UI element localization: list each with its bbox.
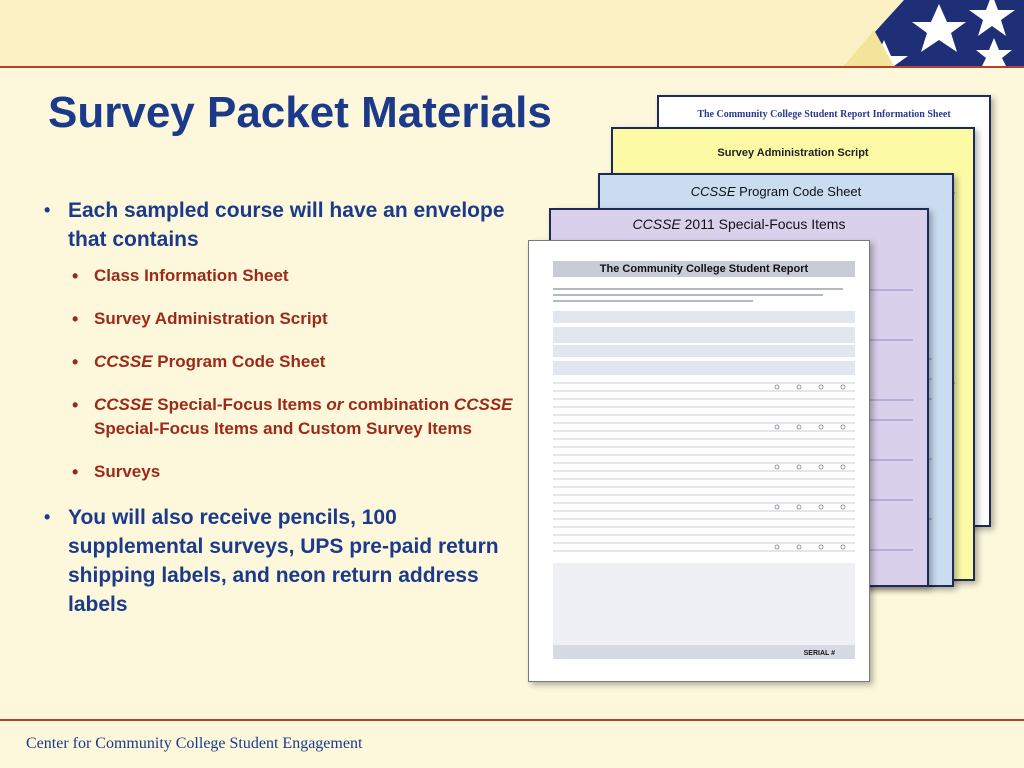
bullet-envelope: • Each sampled course will have an envelope that contains — [40, 196, 530, 254]
ccsse-label: CCSSE — [632, 216, 681, 232]
ccsse-label: CCSSE — [94, 352, 153, 371]
sub-bullet-program-code — [40, 350, 530, 374]
question-row — [553, 345, 855, 357]
serial-label: SERIAL # — [803, 650, 835, 657]
student-report-title: The Community College Student Report — [553, 261, 855, 277]
bullet-list — [40, 196, 530, 629]
combination-text: combination — [343, 395, 454, 414]
ccsse-label: CCSSE — [94, 395, 153, 414]
info-sheet-title: The Community College Student Report Information Sheet — [697, 109, 951, 120]
header-rule — [0, 66, 1024, 68]
slide-title: Survey Packet Materials — [48, 88, 552, 137]
special-focus-title — [551, 216, 927, 232]
footer-text: Center for Community College Student Engagement — [26, 735, 363, 752]
question-grid — [553, 377, 855, 561]
admin-script-title: Survey Administration Script — [717, 147, 869, 159]
sub-bullet-admin-script: • Survey Administration Script — [40, 307, 530, 331]
sub-bullet-special-focus — [40, 393, 530, 441]
stars-decoration — [844, 0, 1024, 66]
ccsse-label: CCSSE — [690, 184, 736, 199]
footer-rule — [0, 719, 1024, 721]
bullet-supplies: • You will also receive pencils, 100 supplemental surveys, UPS pre-paid return shipping labels, and neon return address labels — [40, 503, 530, 619]
question-row — [553, 327, 855, 343]
student-report-document — [528, 240, 870, 682]
question-section — [553, 563, 855, 649]
special-focus-text: Special-Focus Items — [152, 395, 327, 414]
ccsse-label: CCSSE — [453, 395, 513, 414]
question-row — [553, 361, 855, 375]
program-code-text: Program Code Sheet — [152, 352, 326, 371]
program-code-title-text: Program Code Sheet — [735, 184, 862, 199]
program-code-title — [600, 184, 952, 199]
or-label: or — [326, 395, 344, 414]
sub-bullet-surveys: • Surveys — [40, 460, 530, 484]
sub-bullet-class-info: • Class Information Sheet — [40, 264, 530, 288]
custom-items-text: Special-Focus Items and Custom Survey Items — [94, 419, 472, 438]
question-row — [553, 311, 855, 323]
special-focus-title-text: 2011 Special-Focus Items — [680, 216, 846, 232]
